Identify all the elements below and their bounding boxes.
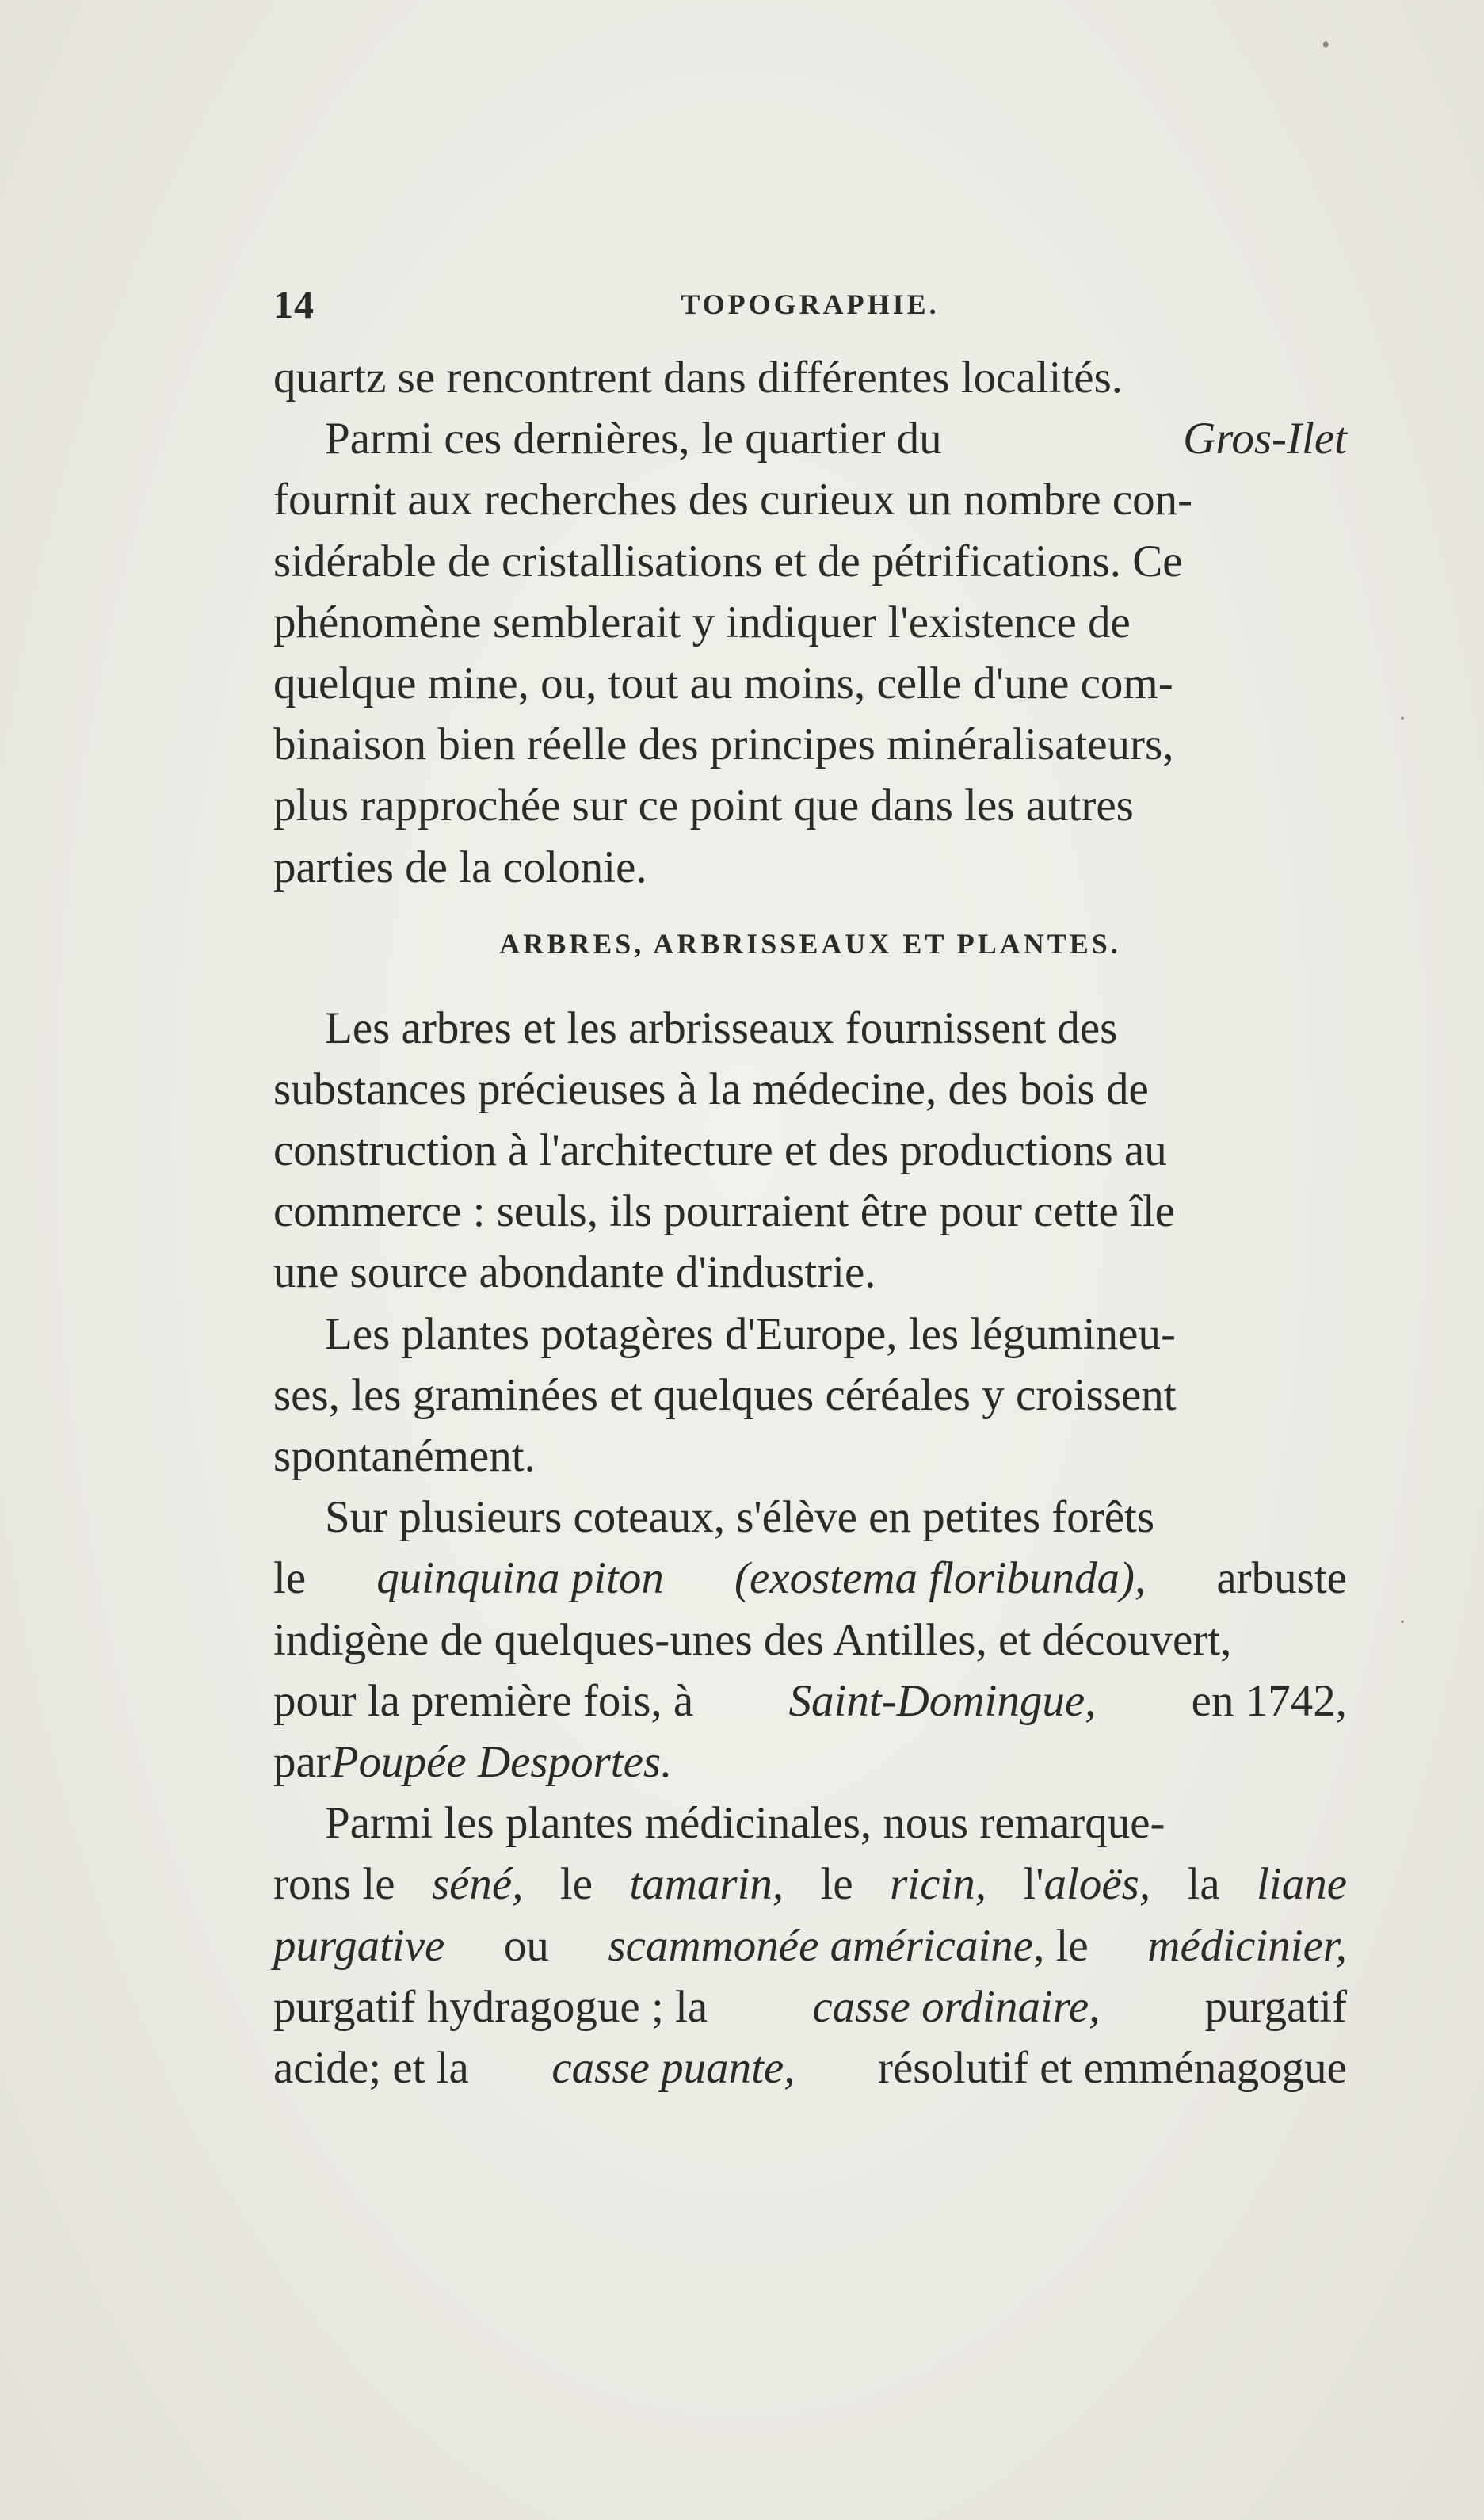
- text-line: rons le séné, le tamarin, le ricin, l'aloës, la liane: [273, 1859, 1347, 1910]
- text-line: spontanément.: [273, 1431, 536, 1481]
- section-title: ARBRES, ARBRISSEAUX ET PLANTES.: [499, 927, 1121, 960]
- body-text: [273, 347, 1347, 2098]
- text-line: quartz se rencontrent dans différentes localités.: [273, 353, 1123, 403]
- text-line: ses, les graminées et quelques céréales y croissent: [273, 1369, 1177, 1420]
- text-line: Sur plusieurs coteaux, s'élève en petites forêts: [325, 1492, 1155, 1543]
- text-line: le quinquina piton (exostema floribunda), arbuste: [273, 1553, 1347, 1604]
- text-line: plus rapprochée sur ce point que dans les autres: [273, 781, 1134, 831]
- text-line: phénomène semblerait y indiquer l'existence de: [273, 597, 1131, 647]
- text-line: quelque mine, ou, tout au moins, celle d'une com-: [273, 658, 1173, 708]
- text-line: pour la première fois, à Saint-Domingue, en 1742,: [273, 1675, 1347, 1726]
- text-line: sidérable de cristallisations et de pétrifications. Ce: [273, 536, 1183, 586]
- text-line: Les plantes potagères d'Europe, les légumineu-: [325, 1308, 1176, 1359]
- running-title: TOPOGRAPHIE.: [681, 288, 940, 320]
- text-line: Les arbres et les arbrisseaux fournissent des: [325, 1002, 1118, 1053]
- ink-speck: ·: [1398, 705, 1406, 731]
- text-line: substances précieuses à la médecine, des bois de: [273, 1063, 1149, 1114]
- text-line: Parmi ces dernières, le quartier du Gros-Ilet: [273, 408, 1347, 469]
- text-line: binaison bien réelle des principes minéralisateurs,: [273, 720, 1174, 770]
- ink-speck: ·: [1398, 1609, 1406, 1635]
- place-name: Gros-Ilet: [1183, 414, 1347, 464]
- text-line: Parmi les plantes médicinales, nous remarque-: [325, 1798, 1165, 1849]
- text-line: purgatif hydragogue ; la casse ordinaire, purgatif: [273, 1981, 1347, 2032]
- text-line: commerce : seuls, ils pourraient être pour cette île: [273, 1186, 1175, 1237]
- text-line: indigène de quelques-unes des Antilles, et découvert,: [273, 1614, 1232, 1665]
- text-line: par Poupée Desportes.: [273, 1736, 673, 1787]
- text-line: parties de la colonie.: [273, 842, 647, 892]
- text-line: construction à l'architecture et des productions au: [273, 1125, 1167, 1176]
- text-line: acide; et la casse puante, résolutif et emménagogue: [273, 2042, 1347, 2093]
- text-line: une source abondante d'industrie.: [273, 1247, 876, 1298]
- page-header: [273, 281, 1347, 329]
- text-line: purgative ou scammonée américaine, le médicinier,: [273, 1920, 1347, 1971]
- page-number: 14: [273, 282, 315, 326]
- ink-speck: •: [1322, 32, 1330, 58]
- text-line: fournit aux recherches des curieux un nombre con-: [273, 475, 1193, 525]
